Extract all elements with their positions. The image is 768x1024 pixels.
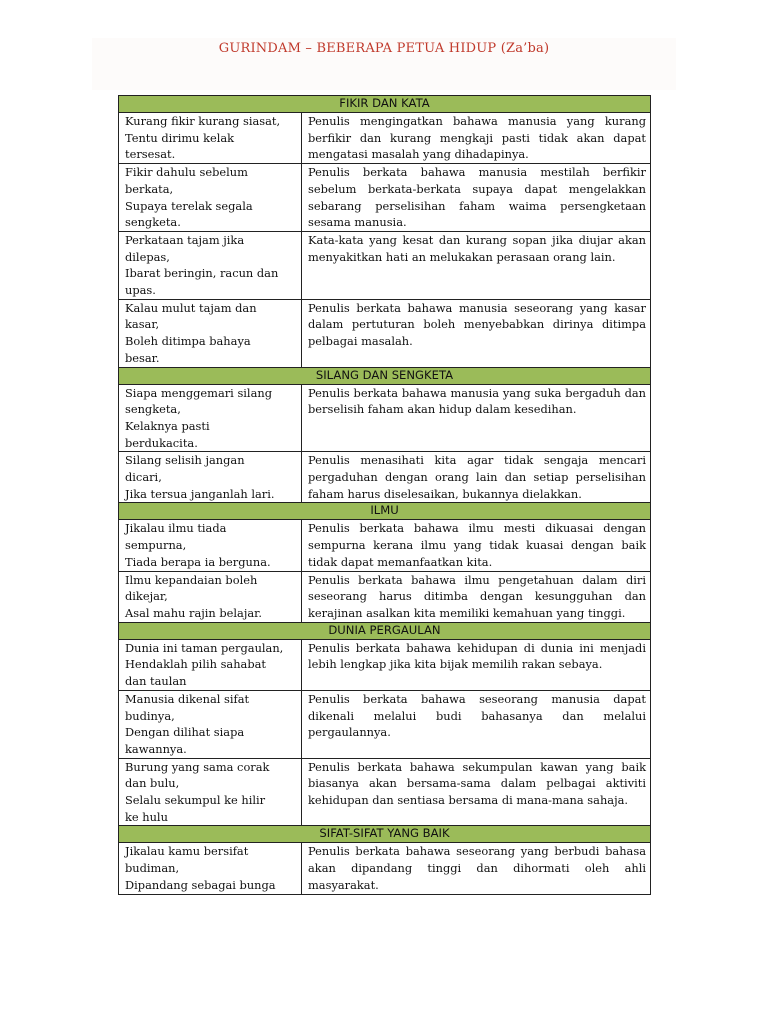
gurindam-cell: Ilmu kepandaian boleh dikejar, Asal mahu rajin belajar.	[119, 571, 302, 622]
table-row	[119, 113, 651, 164]
gurindam-cell: Jikalau kamu bersifat budiman, Dipandang sebagai bunga	[119, 843, 302, 894]
table-row	[119, 843, 651, 894]
huraian-cell: Penulis berkata bahawa sekumpulan kawan yang baik biasanya akan bersama-sama dalam pelbagai aktiviti kehidupan dan sentiasa bersama di mana-mana sahaja.	[302, 758, 651, 826]
section-header-row	[119, 622, 651, 639]
section-heading: SILANG DAN SENGKETA	[119, 367, 651, 384]
section-heading: FIKIR DAN KATA	[119, 96, 651, 113]
gurindam-table	[118, 95, 651, 895]
gurindam-cell: Siapa menggemari silang sengketa, Kelaknya pasti berdukacita.	[119, 384, 302, 452]
huraian-cell: Kata-kata yang kesat dan kurang sopan jika diujar akan menyakitkan hati an melukakan perasaan orang lain.	[302, 231, 651, 299]
table-row	[119, 452, 651, 503]
gurindam-cell: Manusia dikenal sifat budinya, Dengan dilihat siapa kawannya.	[119, 690, 302, 758]
huraian-cell: Penulis berkata bahawa seseorang manusia dapat dikenali melalui budi bahasanya dan melalui pergaulannya.	[302, 690, 651, 758]
section-heading: SIFAT-SIFAT YANG BAIK	[119, 826, 651, 843]
document-title: GURINDAM – BEBERAPA PETUA HIDUP (Za’ba)	[218, 41, 550, 56]
huraian-cell: Penulis berkata bahawa manusia seseorang yang kasar dalam pertuturan boleh menyebabkan dirinya ditimpa pelbagai masalah.	[302, 299, 651, 367]
section-heading: DUNIA PERGAULAN	[119, 622, 651, 639]
table-row	[119, 164, 651, 232]
huraian-cell: Penulis berkata bahawa manusia mestilah berfikir sebelum berkata-berkata supaya dapat mengelakkan sebarang perselisihan faham waima persengketaan sesama manusia.	[302, 164, 651, 232]
table-row	[119, 690, 651, 758]
section-header-row	[119, 367, 651, 384]
section-header-row	[119, 503, 651, 520]
section-heading: ILMU	[119, 503, 651, 520]
gurindam-cell: Silang selisih jangan dicari, Jika tersua janganlah lari.	[119, 452, 302, 503]
gurindam-cell: Kalau mulut tajam dan kasar, Boleh ditimpa bahaya besar.	[119, 299, 302, 367]
table-row	[119, 639, 651, 690]
gurindam-cell: Kurang fikir kurang siasat, Tentu dirimu kelak tersesat.	[119, 113, 302, 164]
gurindam-cell: Perkataan tajam jika dilepas, Ibarat beringin, racun dan upas.	[119, 231, 302, 299]
huraian-cell: Penulis berkata bahawa manusia yang suka bergaduh dan berselisih faham akan hidup dalam kesedihan.	[302, 384, 651, 452]
huraian-cell: Penulis menasihati kita agar tidak sengaja mencari pergaduhan dengan orang lain dan setiap perselisihan faham harus diselesaikan, bukannya dielakkan.	[302, 452, 651, 503]
table-row	[119, 299, 651, 367]
huraian-cell: Penulis berkata bahawa kehidupan di dunia ini menjadi lebih lengkap jika kita bijak memilih rakan sebaya.	[302, 639, 651, 690]
gurindam-cell: Fikir dahulu sebelum berkata, Supaya terelak segala sengketa.	[119, 164, 302, 232]
huraian-cell: Penulis berkata bahawa seseorang yang berbudi bahasa akan dipandang tinggi dan dihormati oleh ahli masyarakat.	[302, 843, 651, 894]
table-row	[119, 384, 651, 452]
gurindam-cell: Burung yang sama corak dan bulu, Selalu sekumpul ke hilir ke hulu	[119, 758, 302, 826]
huraian-cell: Penulis berkata bahawa ilmu pengetahuan dalam diri seseorang harus ditimba dengan kesungguhan dan kerajinan asalkan kita memiliki kemahuan yang tinggi.	[302, 571, 651, 622]
table-row	[119, 520, 651, 571]
section-header-row	[119, 96, 651, 113]
gurindam-cell: Jikalau ilmu tiada sempurna, Tiada berapa ia berguna.	[119, 520, 302, 571]
table-row	[119, 758, 651, 826]
gurindam-table-body	[119, 96, 651, 895]
huraian-cell: Penulis mengingatkan bahawa manusia yang kurang berfikir dan kurang mengkaji pasti tidak akan dapat mengatasi masalah yang dihadapinya.	[302, 113, 651, 164]
huraian-cell: Penulis berkata bahawa ilmu mesti dikuasai dengan sempurna kerana ilmu yang tidak kuasai dengan baik tidak dapat memanfaatkan kita.	[302, 520, 651, 571]
gurindam-cell: Dunia ini taman pergaulan, Hendaklah pilih sahabat dan taulan	[119, 639, 302, 690]
section-header-row	[119, 826, 651, 843]
table-row	[119, 231, 651, 299]
table-row	[119, 571, 651, 622]
